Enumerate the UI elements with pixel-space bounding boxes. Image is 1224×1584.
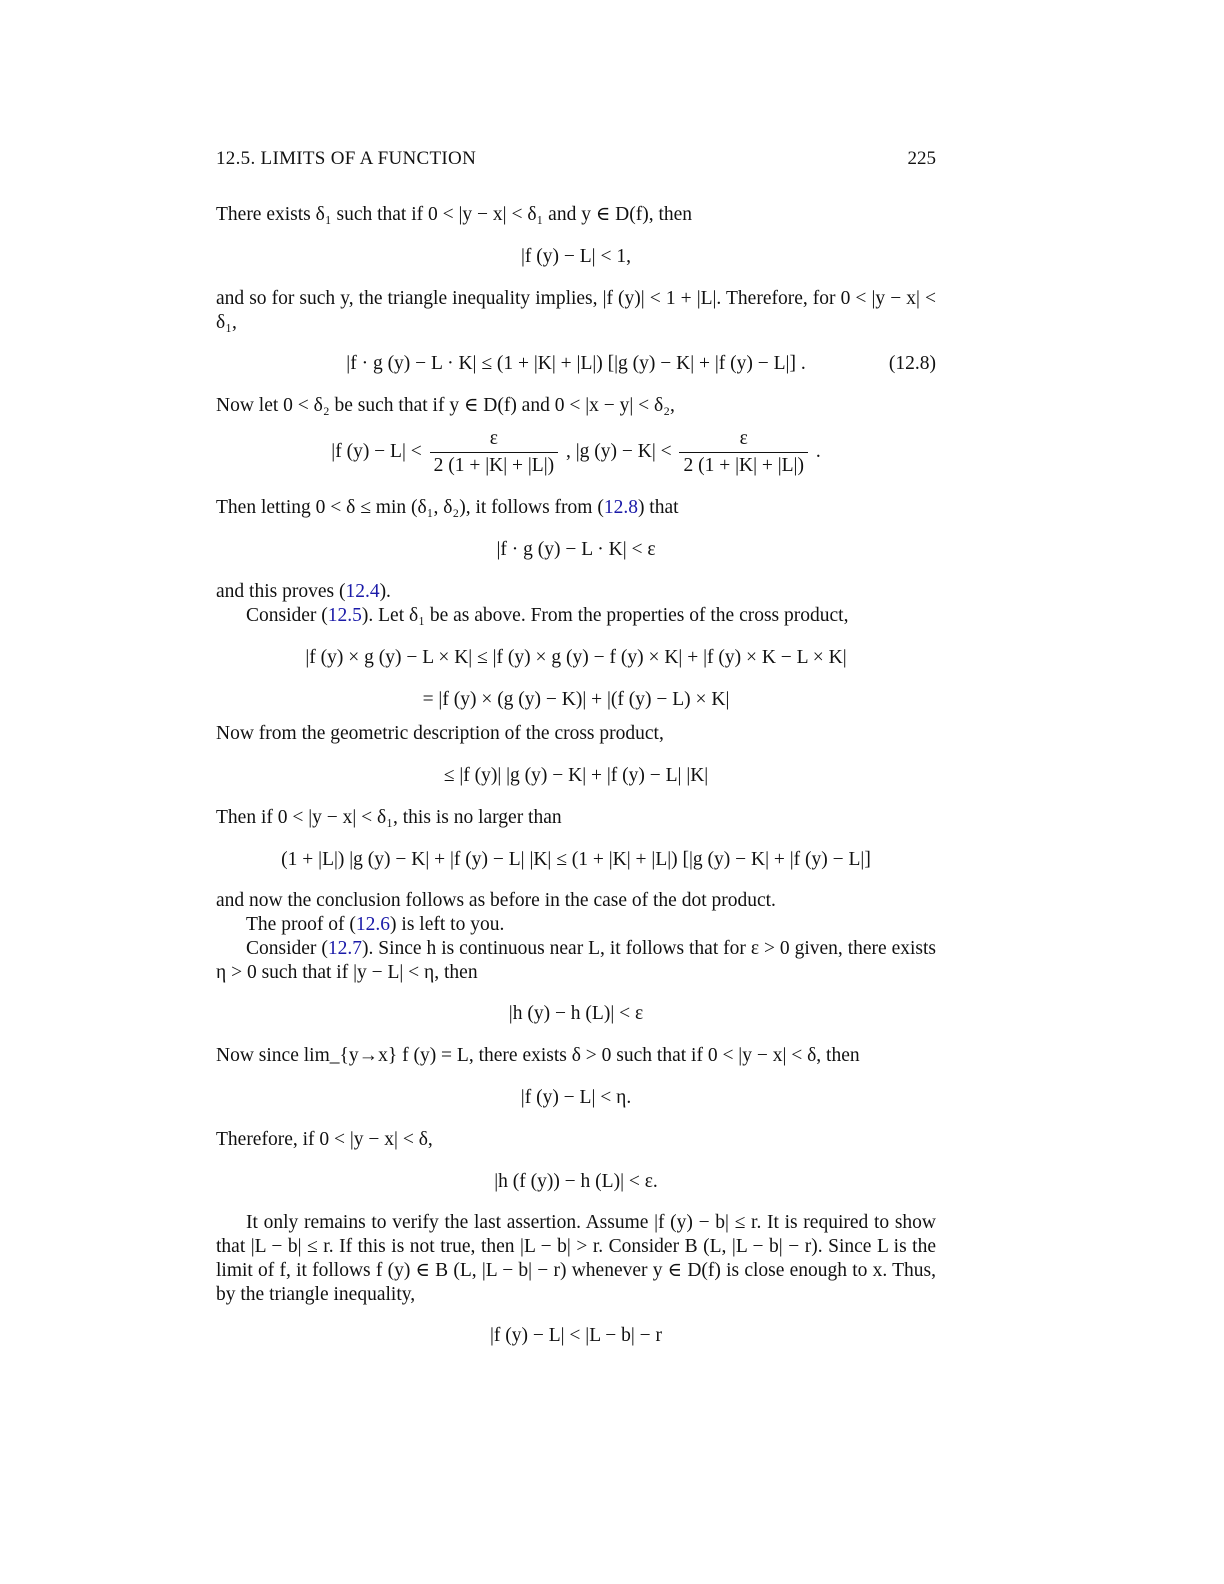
running-header [216, 148, 936, 170]
equation-6: = |f (y) × (g (y) − K)| + |(f (y) − L) × K| [422, 689, 730, 710]
eq3-end: . [815, 440, 821, 462]
paragraph-8: Then if 0 < |y − x| < δ₁, this is no larger than [216, 807, 562, 828]
equation-3 [216, 428, 936, 477]
equation-ref-12-4[interactable]: 12.4 [345, 581, 380, 602]
p10-text-a: The proof of ( [246, 914, 356, 935]
equation-9: |h (y) − h (L)| < ε [508, 1003, 644, 1024]
paragraph-7: Now from the geometric description of the cross product, [216, 723, 664, 744]
p10-text-b: ) is left to you. [390, 914, 505, 935]
equation-12: |f (y) − L| < |L − b| − r [489, 1325, 663, 1346]
equation-number: (12.8) [888, 353, 936, 374]
p5-text-b: ). [379, 581, 391, 602]
equation-5: |f (y) × g (y) − L × K| ≤ |f (y) × g (y) − f (y) × K| + |f (y) × K − L × K| [305, 647, 847, 668]
equation-ref-12-8[interactable]: 12.8 [603, 497, 638, 518]
paragraph-4 [216, 496, 936, 520]
eq3-middle: , |g (y) − K| < [565, 440, 672, 462]
p11-text-a: Consider ( [246, 938, 328, 959]
paragraph-2: and so for such y, the triangle inequality implies, |f (y)| < 1 + |L|. Therefore, for 0 < |y − x| < δ₁, [216, 288, 936, 333]
equation-ref-12-7[interactable]: 12.7 [327, 938, 362, 959]
eq3-denominator-1: 2 (1 + |K| + |L|) [433, 455, 555, 476]
equation-2-body: |f · g (y) − L · K| ≤ (1 + |K| + |L|) [|g (y) − K| + |f (y) − L|] . [346, 353, 806, 374]
equation-10: |f (y) − L| < η. [520, 1087, 632, 1108]
paragraph-6 [216, 604, 936, 628]
equation-1: |f (y) − L| < 1, [521, 246, 631, 267]
p4-text-a: Then letting 0 < δ ≤ min (δ₁, δ₂), it follows from ( [216, 497, 604, 518]
section-title: 12.5. LIMITS OF A FUNCTION [216, 148, 477, 169]
p11-text-b: ). Since h is continuous near L, it follows that for ε > 0 given, there exists η > 0 such that if |y − L| < η, then [216, 938, 937, 983]
paragraph-14: It only remains to verify the last assertion. Assume |f (y) − b| ≤ r. It is required to show that |L − b| ≤ r. If this is not true, then |L − b| > r. Consider B (L, |L − b| − r). Since L is the limit of f, it follows f (y) ∈ B (L, |L − b| − r) whenever y ∈ D(f) is close enough to x. Thus, by the triangle inequality, [216, 1212, 936, 1305]
paragraph-3: Now let 0 < δ₂ be such that if y ∈ D(f) and 0 < |x − y| < δ₂, [216, 395, 675, 416]
page-number: 225 [907, 148, 936, 169]
equation-7: ≤ |f (y)| |g (y) − K| + |f (y) − L| |K| [443, 765, 709, 786]
paragraph-12: Now since lim_{y→x} f (y) = L, there exists δ > 0 such that if 0 < |y − x| < δ, then [216, 1045, 860, 1066]
eq3-left: |f (y) − L| < [331, 440, 422, 462]
paragraph-5 [216, 580, 936, 604]
equation-ref-12-6[interactable]: 12.6 [355, 914, 391, 935]
paragraph-13: Therefore, if 0 < |y − x| < δ, [216, 1129, 433, 1150]
p6-text-a: Consider ( [246, 605, 328, 626]
paragraph-11 [216, 937, 936, 985]
p4-text-b: ) that [637, 497, 679, 518]
equation-ref-12-5[interactable]: 12.5 [327, 605, 362, 626]
equation-2 [216, 352, 936, 376]
equation-4: |f · g (y) − L · K| < ε [496, 539, 656, 560]
eq3-numerator-1: ε [430, 428, 558, 453]
equation-8: (1 + |L|) |g (y) − K| + |f (y) − L| |K| ≤ (1 + |K| + |L|) [|g (y) − K| + |f (y) − L|] [281, 849, 871, 870]
paragraph-10 [216, 913, 936, 937]
eq3-fraction-1 [430, 428, 558, 477]
p6-text-b: ). Let δ₁ be as above. From the properties of the cross product, [361, 605, 849, 626]
eq3-fraction-2 [679, 428, 807, 477]
eq3-denominator-2: 2 (1 + |K| + |L|) [683, 455, 804, 476]
paragraph-9: and now the conclusion follows as before in the case of the dot product. [216, 890, 776, 911]
paragraph-1: There exists δ₁ such that if 0 < |y − x| < δ₁ and y ∈ D(f), then [216, 204, 693, 225]
eq3-numerator-2: ε [679, 428, 807, 453]
p5-text-a: and this proves ( [216, 581, 346, 602]
equation-11: |h (f (y)) − h (L)| < ε. [494, 1171, 658, 1192]
